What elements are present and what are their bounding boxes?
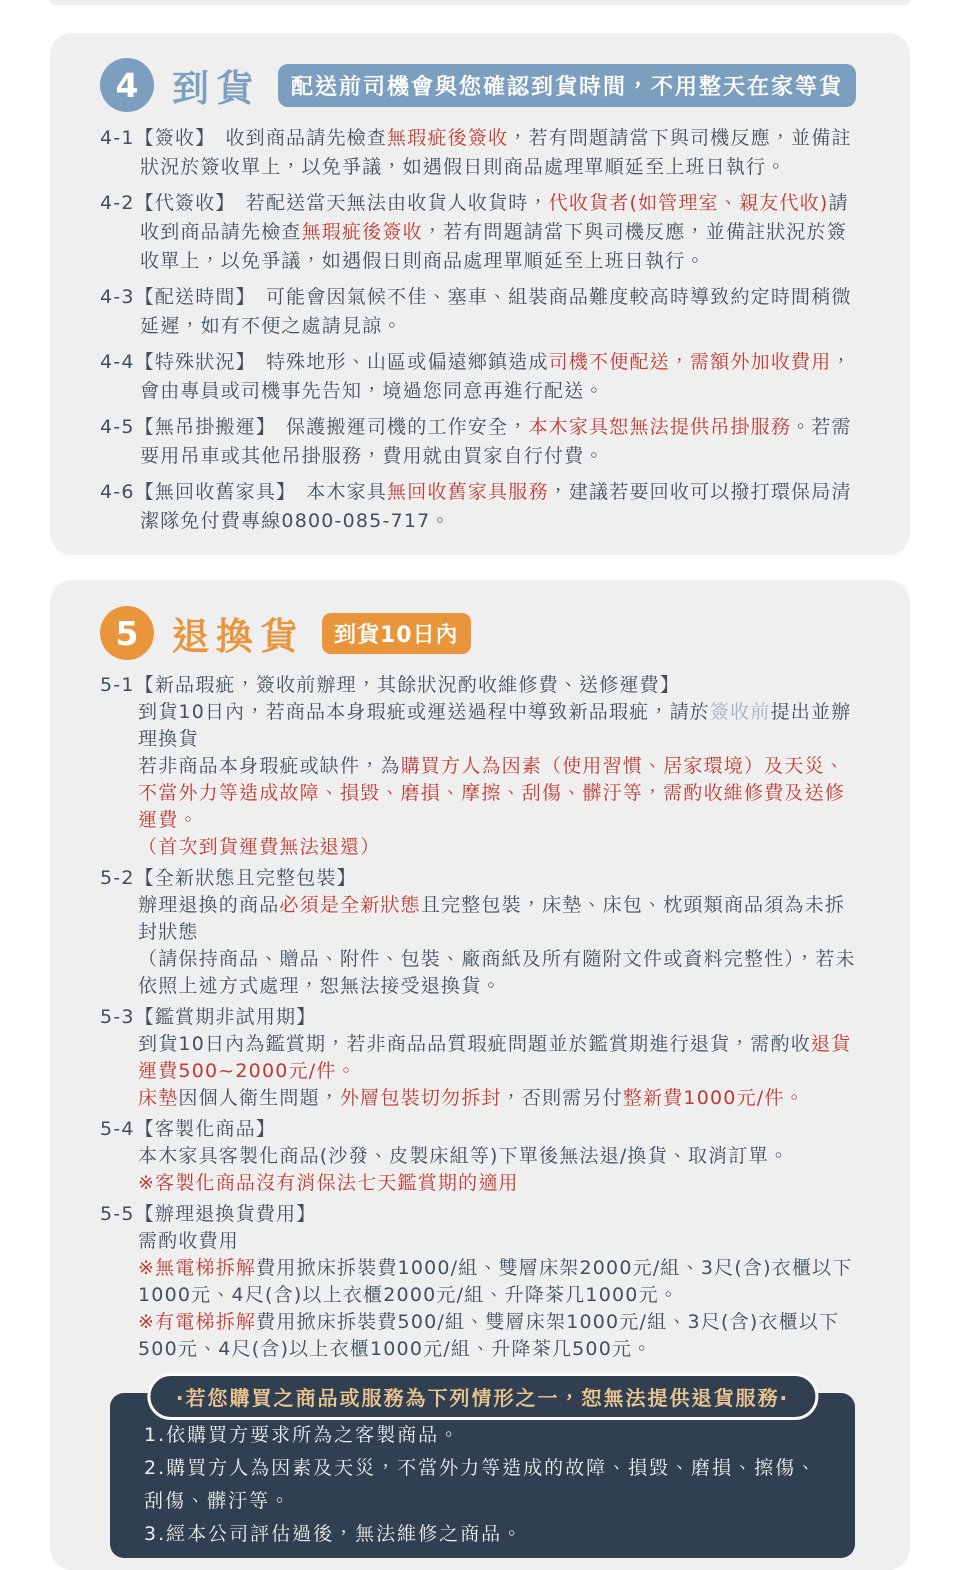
text-segment: 外層包裝切勿拆封 bbox=[340, 1087, 502, 1109]
delivery-items bbox=[100, 124, 862, 536]
policy-item-5-3 bbox=[100, 1004, 862, 1112]
item-paragraph bbox=[138, 1031, 862, 1085]
text-segment: ，會由專員或司機事先告知，境過您同意再進行配送。 bbox=[140, 351, 852, 402]
text-segment: 必須是全新狀態 bbox=[279, 894, 421, 916]
item-label: 4-5【無吊掛搬運】 bbox=[100, 416, 277, 438]
item-label: 4-6【無回收舊家具】 bbox=[100, 481, 297, 503]
policy-item-5-1 bbox=[100, 672, 862, 861]
text-segment: 無瑕疵後簽收 bbox=[301, 221, 423, 243]
text-segment: 退貨運費500~2000元/件。 bbox=[138, 1033, 852, 1082]
text-segment: 特殊地形、山區或偏遠鄉鎮造成 bbox=[265, 351, 549, 373]
text-segment: 保護搬運司機的工作安全， bbox=[286, 416, 529, 438]
return-section-card bbox=[50, 580, 910, 1570]
return-items bbox=[100, 672, 862, 1363]
item-label: 4-3【配送時間】 bbox=[100, 286, 256, 308]
policy-item-4-1 bbox=[100, 124, 862, 182]
step-5-number: 5 bbox=[115, 613, 139, 653]
text-segment: ，若有問題請當下與司機反應，並備註狀況於簽收單上，以免爭議，如遇假日則商品處理單順延至上班日執行。 bbox=[140, 221, 848, 272]
text-segment: 費用掀床拆裝費500/組、雙層床架1000元/組、3尺(含)衣櫃以下500元、4尺(含)以上衣櫃1000元/組、升降茶几500元。 bbox=[138, 1311, 840, 1360]
policy-item-4-3 bbox=[100, 283, 862, 341]
policy-item-4-4 bbox=[100, 348, 862, 406]
text-segment: ，建議若要回收可以撥打環保局清潔隊免付費專線0800-085-717。 bbox=[140, 481, 852, 532]
text-segment: 費用掀床拆裝費1000/組、雙層床架2000元/組、3尺(含)衣櫃以下1000元、4尺(含)以上衣櫃2000元/組、升降茶几1000元。 bbox=[138, 1257, 853, 1306]
item-paragraph bbox=[138, 699, 862, 753]
item-paragraph bbox=[138, 834, 862, 861]
text-segment: 。若需要用吊車或其他吊掛服務，費用就由買家自行付費。 bbox=[140, 416, 852, 467]
return-title: 退換貨 bbox=[172, 615, 304, 658]
text-segment: ，否則需另付 bbox=[501, 1087, 623, 1109]
item-heading: 5-3【鑑賞期非試用期】 bbox=[100, 1006, 317, 1028]
text-segment: 若非商品本身瑕疵或缺件，為 bbox=[138, 755, 401, 777]
item-paragraph bbox=[138, 1255, 862, 1309]
text-segment: 簽收前 bbox=[709, 701, 771, 723]
text-segment: （首次到貨運費無法退還） bbox=[138, 836, 381, 858]
item-paragraph bbox=[138, 1309, 862, 1363]
delivery-section-card bbox=[50, 33, 910, 555]
policy-item-4-2 bbox=[100, 189, 862, 276]
text-segment: 需酌收費用 bbox=[138, 1230, 240, 1252]
item-paragraph bbox=[138, 892, 862, 946]
text-segment: 本木家具恕無法提供吊掛服務 bbox=[528, 416, 792, 438]
text-segment: 到貨10日內為鑑賞期，若非商品品質瑕疵問題並於鑑賞期進行退貨，需酌收 bbox=[138, 1033, 811, 1055]
policy-item-5-2 bbox=[100, 865, 862, 1000]
text-segment: 本木家具客製化商品(沙發、皮製床組等)下單後無法退/換貨、取消訂單。 bbox=[138, 1145, 790, 1167]
text-segment: ※客製化商品沒有消保法七天鑑賞期的適用 bbox=[138, 1172, 519, 1194]
item-heading: 5-5【辦理退換貨費用】 bbox=[100, 1203, 317, 1225]
text-segment: 代收貨者(如管理室、親友代收) bbox=[548, 192, 829, 214]
no-return-condition-1: 1.依購買方要求所為之客製商品。 bbox=[144, 1424, 461, 1446]
text-segment: 提出並辦理換貨 bbox=[138, 701, 852, 750]
text-segment: 若配送當天無法由收貨人收貨時， bbox=[245, 192, 549, 214]
text-segment: 購買方人為因素（使用習慣、居家環境）及天災、不當外力等造成故障、損毀、磨損、摩擦、刮傷、髒汙等，需酌收維修費及送修運費。 bbox=[138, 755, 846, 831]
text-segment: 可能會因氣候不佳、塞車、組裝商品難度較高時導致約定時間稍微延遲，如有不便之處請見諒。 bbox=[140, 286, 852, 337]
text-segment: ※有電梯拆解 bbox=[138, 1311, 257, 1333]
text-segment: 請收到商品請先檢查 bbox=[140, 192, 849, 243]
item-paragraph bbox=[138, 946, 862, 1000]
return-header bbox=[100, 606, 862, 660]
text-segment: 司機不便配送，需額外加收費用 bbox=[548, 351, 832, 373]
item-heading: 5-4【客製化商品】 bbox=[100, 1118, 277, 1140]
item-paragraph bbox=[138, 1228, 862, 1255]
item-heading: 5-1【新品瑕疵，簽收前辦理，其餘狀況酌收維修費、送修運費】 bbox=[100, 674, 681, 696]
item-heading: 5-2【全新狀態且完整包裝】 bbox=[100, 867, 357, 889]
text-segment: 且完整包裝，床墊、床包、枕頭類商品須為未拆封狀態 bbox=[138, 894, 846, 943]
text-segment: （請保持商品、贈品、附件、包裝、廠商紙及所有隨附文件或資料完整性），若未依照上述方式處理，恕無法接受退換貨。 bbox=[138, 948, 856, 997]
delivery-header bbox=[100, 58, 862, 112]
no-return-notice-box bbox=[110, 1386, 855, 1558]
text-segment: 辦理退換的商品 bbox=[138, 894, 280, 916]
previous-card-edge bbox=[50, 0, 910, 5]
no-return-condition-2: 2.購買方人為因素及天災，不當外力等造成的故障、損毀、磨損、擦傷、刮傷、髒汙等。 bbox=[144, 1457, 818, 1512]
no-return-notice-title: ·若您購買之商品或服務為下列情形之一，恕無法提供退貨服務· bbox=[147, 1373, 818, 1420]
text-segment: 本木家具 bbox=[306, 481, 388, 503]
policy-item-4-6 bbox=[100, 478, 862, 536]
item-paragraph bbox=[138, 1143, 862, 1170]
item-text bbox=[140, 192, 849, 272]
item-label: 4-2【代簽收】 bbox=[100, 192, 236, 214]
item-paragraph bbox=[138, 1085, 862, 1112]
delivery-title: 到貨 bbox=[172, 67, 260, 110]
return-period-badge: 到貨10日內 bbox=[322, 613, 471, 654]
step-5-circle bbox=[100, 606, 154, 660]
item-label: 4-4【特殊狀況】 bbox=[100, 351, 256, 373]
policy-item-5-5 bbox=[100, 1201, 862, 1363]
delivery-note-badge: 配送前司機會與您確認到貨時間，不用整天在家等貨 bbox=[278, 64, 856, 107]
text-segment: 到貨10日內，若商品本身瑕疵或運送過程中導致新品瑕疵，請於 bbox=[138, 701, 710, 723]
no-return-condition-3: 3.經本公司評估過後，無法維修之商品。 bbox=[144, 1523, 524, 1545]
item-paragraph bbox=[138, 1170, 862, 1197]
text-segment: 床墊 bbox=[138, 1087, 179, 1109]
item-text bbox=[140, 127, 852, 178]
text-segment: 整新費1000元/件。 bbox=[622, 1087, 805, 1109]
text-segment: 無瑕疵後簽收 bbox=[387, 127, 509, 149]
text-segment: ※無電梯拆解 bbox=[138, 1257, 257, 1279]
text-segment: ，若有問題請當下與司機反應，並備註狀況於簽收單上，以免爭議，如遇假日則商品處理單順延至上班日執行。 bbox=[140, 127, 852, 178]
text-segment: 無回收舊家具服務 bbox=[387, 481, 549, 503]
text-segment: 收到商品請先檢查 bbox=[225, 127, 388, 149]
item-paragraph bbox=[138, 753, 862, 834]
step-4-number: 4 bbox=[115, 65, 139, 105]
item-label: 4-1【簽收】 bbox=[100, 127, 216, 149]
policy-item-5-4 bbox=[100, 1116, 862, 1197]
text-segment: 因個人衛生問題， bbox=[178, 1087, 341, 1109]
policy-item-4-5 bbox=[100, 413, 862, 471]
step-4-circle bbox=[100, 58, 154, 112]
